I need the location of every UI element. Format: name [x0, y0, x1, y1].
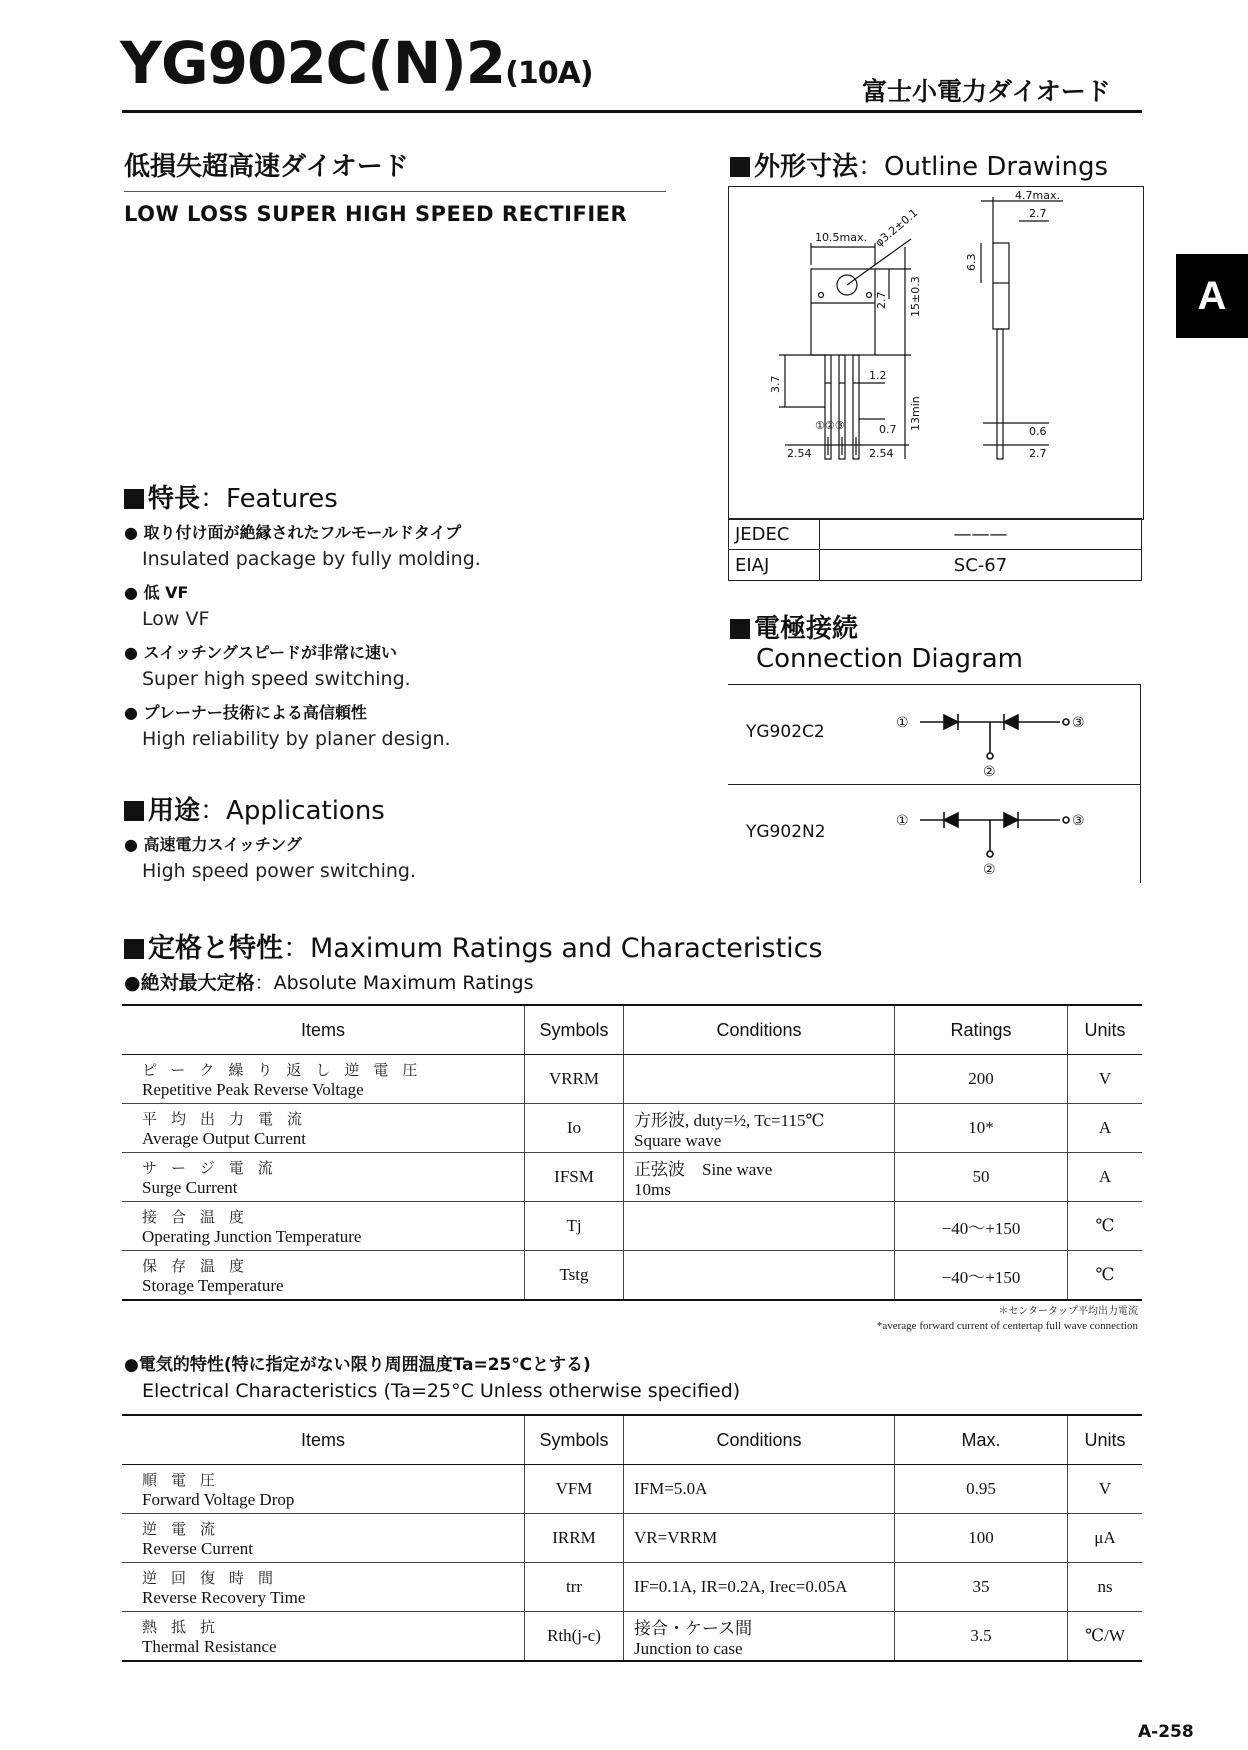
item-cell [122, 1612, 525, 1662]
condition-line: 方形波, duty=½, Tc=115℃ [634, 1110, 825, 1130]
unit-cell: ℃ [1068, 1251, 1143, 1301]
condition-line: Junction to case [634, 1638, 743, 1658]
n2-pin-right: ③ [1072, 813, 1085, 829]
table-row [122, 1514, 1142, 1563]
col-header: Ratings [895, 1005, 1068, 1055]
device-name-n2: YG902N2 [746, 822, 826, 842]
footnote-en: *average forward current of centertap full wave connection [876, 1320, 1138, 1332]
features-heading: 特長：Features [124, 478, 338, 515]
pkg-value: SC-67 [820, 550, 1142, 581]
unit-cell: A [1068, 1104, 1143, 1153]
col-header: Max. [895, 1415, 1068, 1465]
pkg-value: ——— [820, 519, 1142, 550]
footnote-jp: ＊センタータップ平均出力電流 [998, 1306, 1138, 1317]
maker-title-jp: 富士小電力ダイオード [862, 77, 1111, 106]
title-divider [122, 110, 1142, 113]
condition-line: 接合・ケース間 [634, 1618, 753, 1638]
col-header: Conditions [624, 1415, 895, 1465]
item-name-jp: サージ電流 [142, 1160, 287, 1177]
dim-47: 4.7max. [1015, 189, 1060, 202]
condition-cell [624, 1251, 895, 1301]
dim-254a: 2.54 [787, 447, 812, 460]
section-tab: A [1176, 254, 1248, 338]
item-name-jp: 接合温度 [142, 1209, 259, 1226]
unit-cell: V [1068, 1465, 1143, 1514]
condition-cell [624, 1104, 895, 1153]
c2-pin-center: ② [983, 764, 996, 780]
electrical-heading-jp: ●電気的特性(特に指定がない限り周囲温度Ta=25℃とする) [124, 1355, 591, 1375]
square-bullet-icon [124, 801, 144, 821]
condition-line: IFM=5.0A [634, 1479, 708, 1498]
n2-pin-center: ② [983, 862, 996, 878]
item-cell [122, 1104, 525, 1153]
item-cell [122, 1563, 525, 1612]
condition-line: 10ms [634, 1179, 671, 1199]
dim-13: 13min [909, 396, 922, 431]
value-cell: −40～+150 [895, 1251, 1068, 1301]
feature-item-en: Low VF [142, 608, 210, 630]
dim-27c: 2.7 [1029, 447, 1047, 460]
application-item-en: High speed power switching. [142, 860, 416, 882]
symbol-cell: VFM [525, 1465, 624, 1514]
symbol-cell: Io [525, 1104, 624, 1153]
condition-cell [624, 1055, 895, 1104]
symbol-cell: IRRM [525, 1514, 624, 1563]
condition-cell [624, 1563, 895, 1612]
symbol-cell: Tj [525, 1202, 624, 1251]
dim-hole: φ3.2±0.1 [872, 206, 921, 250]
feature-item-jp: ● スイッチングスピードが非常に速い [124, 643, 397, 662]
outline-drawing-svg [729, 187, 1143, 519]
table-row [122, 1612, 1142, 1662]
pkg-label: EIAJ [729, 550, 820, 581]
item-name-jp: ピーク繰り返し逆電圧 [142, 1062, 432, 1079]
square-bullet-icon [730, 157, 750, 177]
item-name-en: Average Output Current [142, 1128, 306, 1148]
col-header: Items [122, 1415, 525, 1465]
connection-schematic [890, 704, 1090, 884]
page-number: A-258 [1138, 1722, 1194, 1742]
value-cell: 10* [895, 1104, 1068, 1153]
electrical-table [122, 1414, 1142, 1662]
condition-cell [624, 1514, 895, 1563]
electrical-heading-en: Electrical Characteristics (Ta=25°C Unless otherwise specified) [142, 1380, 741, 1402]
product-title-jp: 低損失超高速ダイオード [124, 152, 409, 182]
unit-cell: ℃/W [1068, 1612, 1143, 1662]
item-name-en: Surge Current [142, 1177, 238, 1197]
dim-width: 10.5max. [815, 231, 867, 244]
condition-cell [624, 1202, 895, 1251]
feature-item-en: Insulated package by fully molding. [142, 548, 481, 570]
item-name-en: Thermal Resistance [142, 1636, 277, 1656]
part-number-title [120, 29, 593, 97]
col-header: Units [1068, 1005, 1143, 1055]
dim-254b: 2.54 [869, 447, 894, 460]
condition-cell [624, 1153, 895, 1202]
product-title-en: LOW LOSS SUPER HIGH SPEED RECTIFIER [124, 202, 628, 226]
c2-pin-right: ③ [1072, 715, 1085, 731]
unit-cell: A [1068, 1153, 1143, 1202]
table-row [122, 1563, 1142, 1612]
table-row [122, 1251, 1142, 1301]
square-bullet-icon [124, 939, 144, 959]
item-cell [122, 1465, 525, 1514]
unit-cell: ℃ [1068, 1202, 1143, 1251]
application-item-jp: ● 高速電力スイッチング [124, 835, 302, 854]
col-header: Units [1068, 1415, 1143, 1465]
device-name-c2: YG902C2 [746, 722, 825, 742]
condition-cell [624, 1465, 895, 1514]
absolute-ratings-heading: ●絶対最大定格：Absolute Maximum Ratings [124, 972, 534, 994]
dim-06: 0.6 [1029, 425, 1047, 438]
item-name-jp: 熱抵抗 [142, 1619, 230, 1636]
item-name-jp: 保存温度 [142, 1258, 259, 1275]
table-row [122, 1153, 1142, 1202]
item-name-jp: 逆電流 [142, 1521, 230, 1538]
item-name-jp: 順電圧 [142, 1472, 230, 1489]
table-row [729, 519, 1142, 550]
table-header-row [122, 1005, 1142, 1055]
outline-drawing [728, 186, 1144, 520]
table-row [122, 1465, 1142, 1514]
value-cell: 200 [895, 1055, 1068, 1104]
item-cell [122, 1055, 525, 1104]
value-cell: 50 [895, 1153, 1068, 1202]
unit-cell: V [1068, 1055, 1143, 1104]
item-name-en: Reverse Recovery Time [142, 1587, 306, 1607]
value-cell: −40～+150 [895, 1202, 1068, 1251]
item-name-en: Forward Voltage Drop [142, 1489, 295, 1509]
dim-27: 2.7 [875, 291, 888, 309]
pin-numbers: ①②③ [815, 419, 845, 432]
square-bullet-icon [124, 489, 144, 509]
applications-heading: 用途：Applications [124, 790, 385, 827]
unit-cell: μA [1068, 1514, 1143, 1563]
current-rating: (10A) [505, 56, 593, 91]
value-cell: 3.5 [895, 1612, 1068, 1662]
unit-cell: ns [1068, 1563, 1143, 1612]
pkg-label: JEDEC [729, 519, 820, 550]
item-name-en: Reverse Current [142, 1538, 253, 1558]
absolute-ratings-table [122, 1004, 1142, 1301]
condition-line: Square wave [634, 1130, 722, 1150]
item-cell [122, 1514, 525, 1563]
condition-line: IF=0.1A, IR=0.2A, Irec=0.05A [634, 1577, 848, 1596]
item-name-jp: 平均出力電流 [142, 1111, 317, 1128]
package-standard-table [728, 518, 1142, 581]
feature-item-jp: ● 低 VF [124, 583, 189, 602]
item-cell [122, 1251, 525, 1301]
table-row [122, 1104, 1142, 1153]
col-header: Conditions [624, 1005, 895, 1055]
col-header: Symbols [525, 1005, 624, 1055]
table-row [122, 1202, 1142, 1251]
symbol-cell: Rth(j-c) [525, 1612, 624, 1662]
table-header-row [122, 1415, 1142, 1465]
condition-line: VR=VRRM [634, 1528, 718, 1547]
connection-heading-jp: 電極接続 [730, 608, 858, 645]
dim-37: 3.7 [769, 375, 782, 393]
symbol-cell: VRRM [525, 1055, 624, 1104]
feature-item-en: High reliability by planer design. [142, 728, 451, 750]
value-cell: 100 [895, 1514, 1068, 1563]
table-row [729, 550, 1142, 581]
item-name-jp: 逆回復時間 [142, 1570, 288, 1587]
dim-27b: 2.7 [1029, 207, 1047, 220]
value-cell: 0.95 [895, 1465, 1068, 1514]
dim-63: 6.3 [965, 253, 978, 271]
symbol-cell: trr [525, 1563, 624, 1612]
symbol-cell: Tstg [525, 1251, 624, 1301]
col-header: Symbols [525, 1415, 624, 1465]
n2-pin-left: ① [896, 813, 909, 829]
feature-item-en: Super high speed switching. [142, 668, 411, 690]
square-bullet-icon [730, 619, 750, 639]
condition-line: 正弦波 Sine wave [634, 1159, 773, 1179]
table-row [122, 1055, 1142, 1104]
outline-heading: 外形寸法：Outline Drawings [730, 146, 1108, 183]
dim-15: 15±0.3 [909, 276, 922, 317]
item-cell [122, 1153, 525, 1202]
condition-cell [624, 1612, 895, 1662]
ratings-heading: 定格と特性：Maximum Ratings and Characteristics [124, 926, 823, 965]
item-name-en: Repetitive Peak Reverse Voltage [142, 1079, 364, 1099]
product-title-divider [124, 191, 666, 192]
item-name-en: Storage Temperature [142, 1275, 284, 1295]
item-name-en: Operating Junction Temperature [142, 1226, 362, 1246]
dim-07: 0.7 [879, 423, 897, 436]
part-number: YG902C(N)2 [120, 29, 506, 97]
symbol-cell: IFSM [525, 1153, 624, 1202]
value-cell: 35 [895, 1563, 1068, 1612]
col-header: Items [122, 1005, 525, 1055]
feature-item-jp: ● 取り付け面が絶縁されたフルモールドタイプ [124, 523, 462, 542]
c2-pin-left: ① [896, 715, 909, 731]
dim-12: 1.2 [869, 369, 887, 382]
feature-item-jp: ● プレーナー技術による高信頼性 [124, 703, 367, 722]
item-cell [122, 1202, 525, 1251]
connection-heading-en: Connection Diagram [756, 644, 1024, 674]
